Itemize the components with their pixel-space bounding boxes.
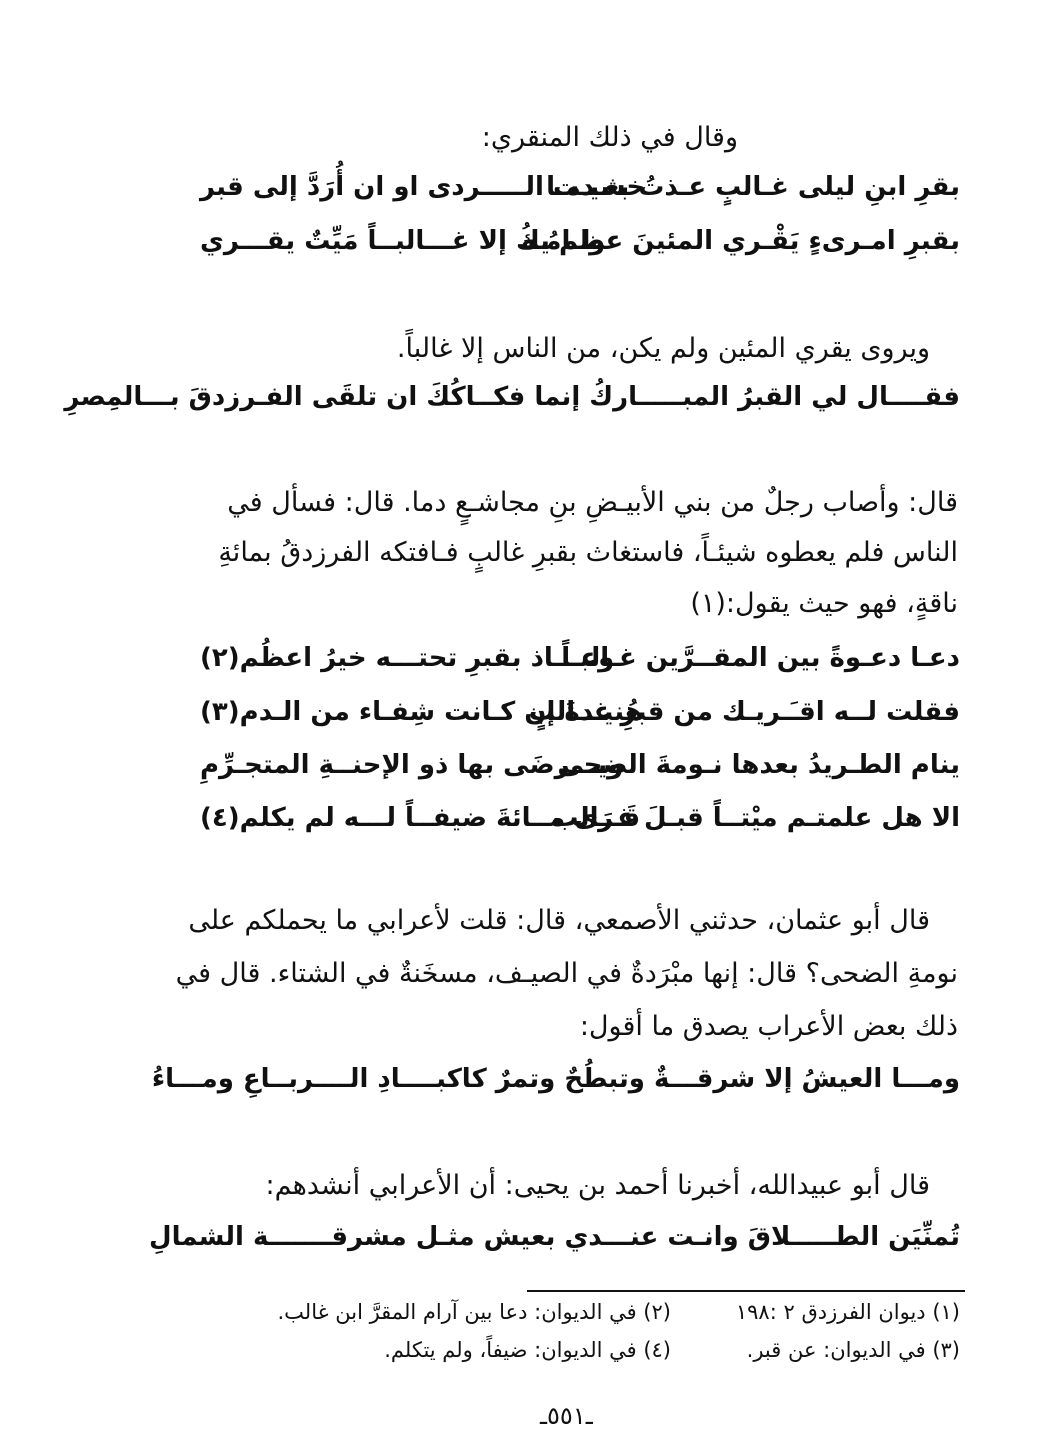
single-verse: ومـــا العيشُ إلا شرقـــةٌ وتبطُحٌ وتمرٌ كاكبــــادِ الــــربــاعِ ومـــاءُ [151, 1064, 960, 1094]
footnote-separator [527, 1290, 965, 1292]
single-verse: تُمنِّيَن الطـــــلاقَ وانـت عنـــدي بعيش مثـل مشرقـــــــة الشمالِ [149, 1222, 960, 1252]
footnote-3: (٣) في الديوان: عن قبر. [746, 1338, 960, 1362]
single-verse: فقــــال لي القبرُ المبـــــاركُ إنما فكــاكُكَ ان تلقَى الفـرزدقَ بـــالمِصرِ [64, 382, 960, 412]
verse-second-hemistich: خشيـت الـــــردى او ان أُرَدَّ إلى قبر [200, 172, 646, 202]
verse-first-hemistich: بقبرِ امـرىءٍ يَقْـري المئينَ عظـامُـه [520, 226, 960, 256]
verse-second-hemistich: قَـرَى مــائةَ ضيفــاً لـــه لم يكلم(٤) [200, 803, 641, 833]
page-number: ـ٥٥١ـ [540, 1402, 593, 1430]
prose-line: قال: وأصاب رجلٌ من بني الأبيـضِ بنِ مجاشـعٍ دما. قال: فسأل في [227, 487, 958, 518]
verse-line [200, 750, 960, 794]
footnote-1: (١) ديوان الفرزدق ٢ :١٩٨ [735, 1300, 960, 1324]
verse-line [200, 643, 960, 687]
prose-line: قال أبو عثمان، حدثني الأصمعي، قال: قلت لأعرابي ما يحملكم على [188, 905, 930, 936]
verse-line [200, 803, 960, 847]
verse-line [200, 172, 960, 216]
intro-line: قال أبو عبيدالله، أخبرنا أحمد بن يحيى: أن الأعرابي أنشدهم: [265, 1170, 930, 1201]
verse-second-hemistich: ويـــرضَى بها ذو الإحنــةِ المتجـرِّمِ [200, 750, 624, 780]
verse-line [200, 697, 960, 741]
footnote-4: (٤) في الديوان: ضيفاً، ولم يتكلم. [384, 1338, 671, 1362]
verse-first-hemistich: بقرِ ابنِ ليلى غـالبٍ عـذتُ بعـدمـا [546, 172, 960, 202]
prose-line: ناقةٍ، فهو حيث يقول:(١) [690, 588, 958, 619]
verse-second-hemistich: هُنيـدةَ إن كـانت شِفـاء من الـدم(٣) [200, 697, 643, 727]
prose-line: ذلك بعض الأعراب يصدق ما أقول: [579, 1011, 958, 1042]
verse-second-hemistich: ولم يكُ إلا غـــالبــاً مَيِّتٌ يقـــري [200, 226, 606, 256]
verse-line [200, 226, 960, 270]
verse-first-hemistich: دعـا دعـوةً بين المقــرَّين غـالبـاً [561, 643, 960, 673]
intro-line: ويروى يقري المئين ولم يكن، من الناس إلا غالباً. [396, 333, 930, 364]
prose-line: نومةِ الضحى؟ قال: إنها مبْرَدةٌ في الصيـف، مسخَنةٌ في الشتاء. قال في [175, 958, 958, 989]
verse-first-hemistich: ينام الطـريدُ بعدها نـومةَ الضحى [557, 750, 960, 780]
footnote-2: (٢) في الديوان: دعا بين آرام المقرَّ ابن غالب. [277, 1300, 671, 1324]
verse-second-hemistich: وعـــاذ بقبرِ تحتـــه خيرُ اعظُم(٢) [200, 643, 615, 673]
prose-line: الناس فلم يعطوه شيئـاً، فاستغاث بقبرِ غالبٍ فـافتكه الفرزدقُ بمائةِ [218, 537, 958, 568]
verse-first-hemistich: فقلت لــه اقـَـريـك من قبرِ غــالبٍ [528, 697, 960, 727]
intro-line: وقال في ذلك المنقري: [481, 122, 738, 153]
verse-first-hemistich: الا هل علمتـم ميْتــاً قبـلَ غــالب [552, 803, 960, 833]
